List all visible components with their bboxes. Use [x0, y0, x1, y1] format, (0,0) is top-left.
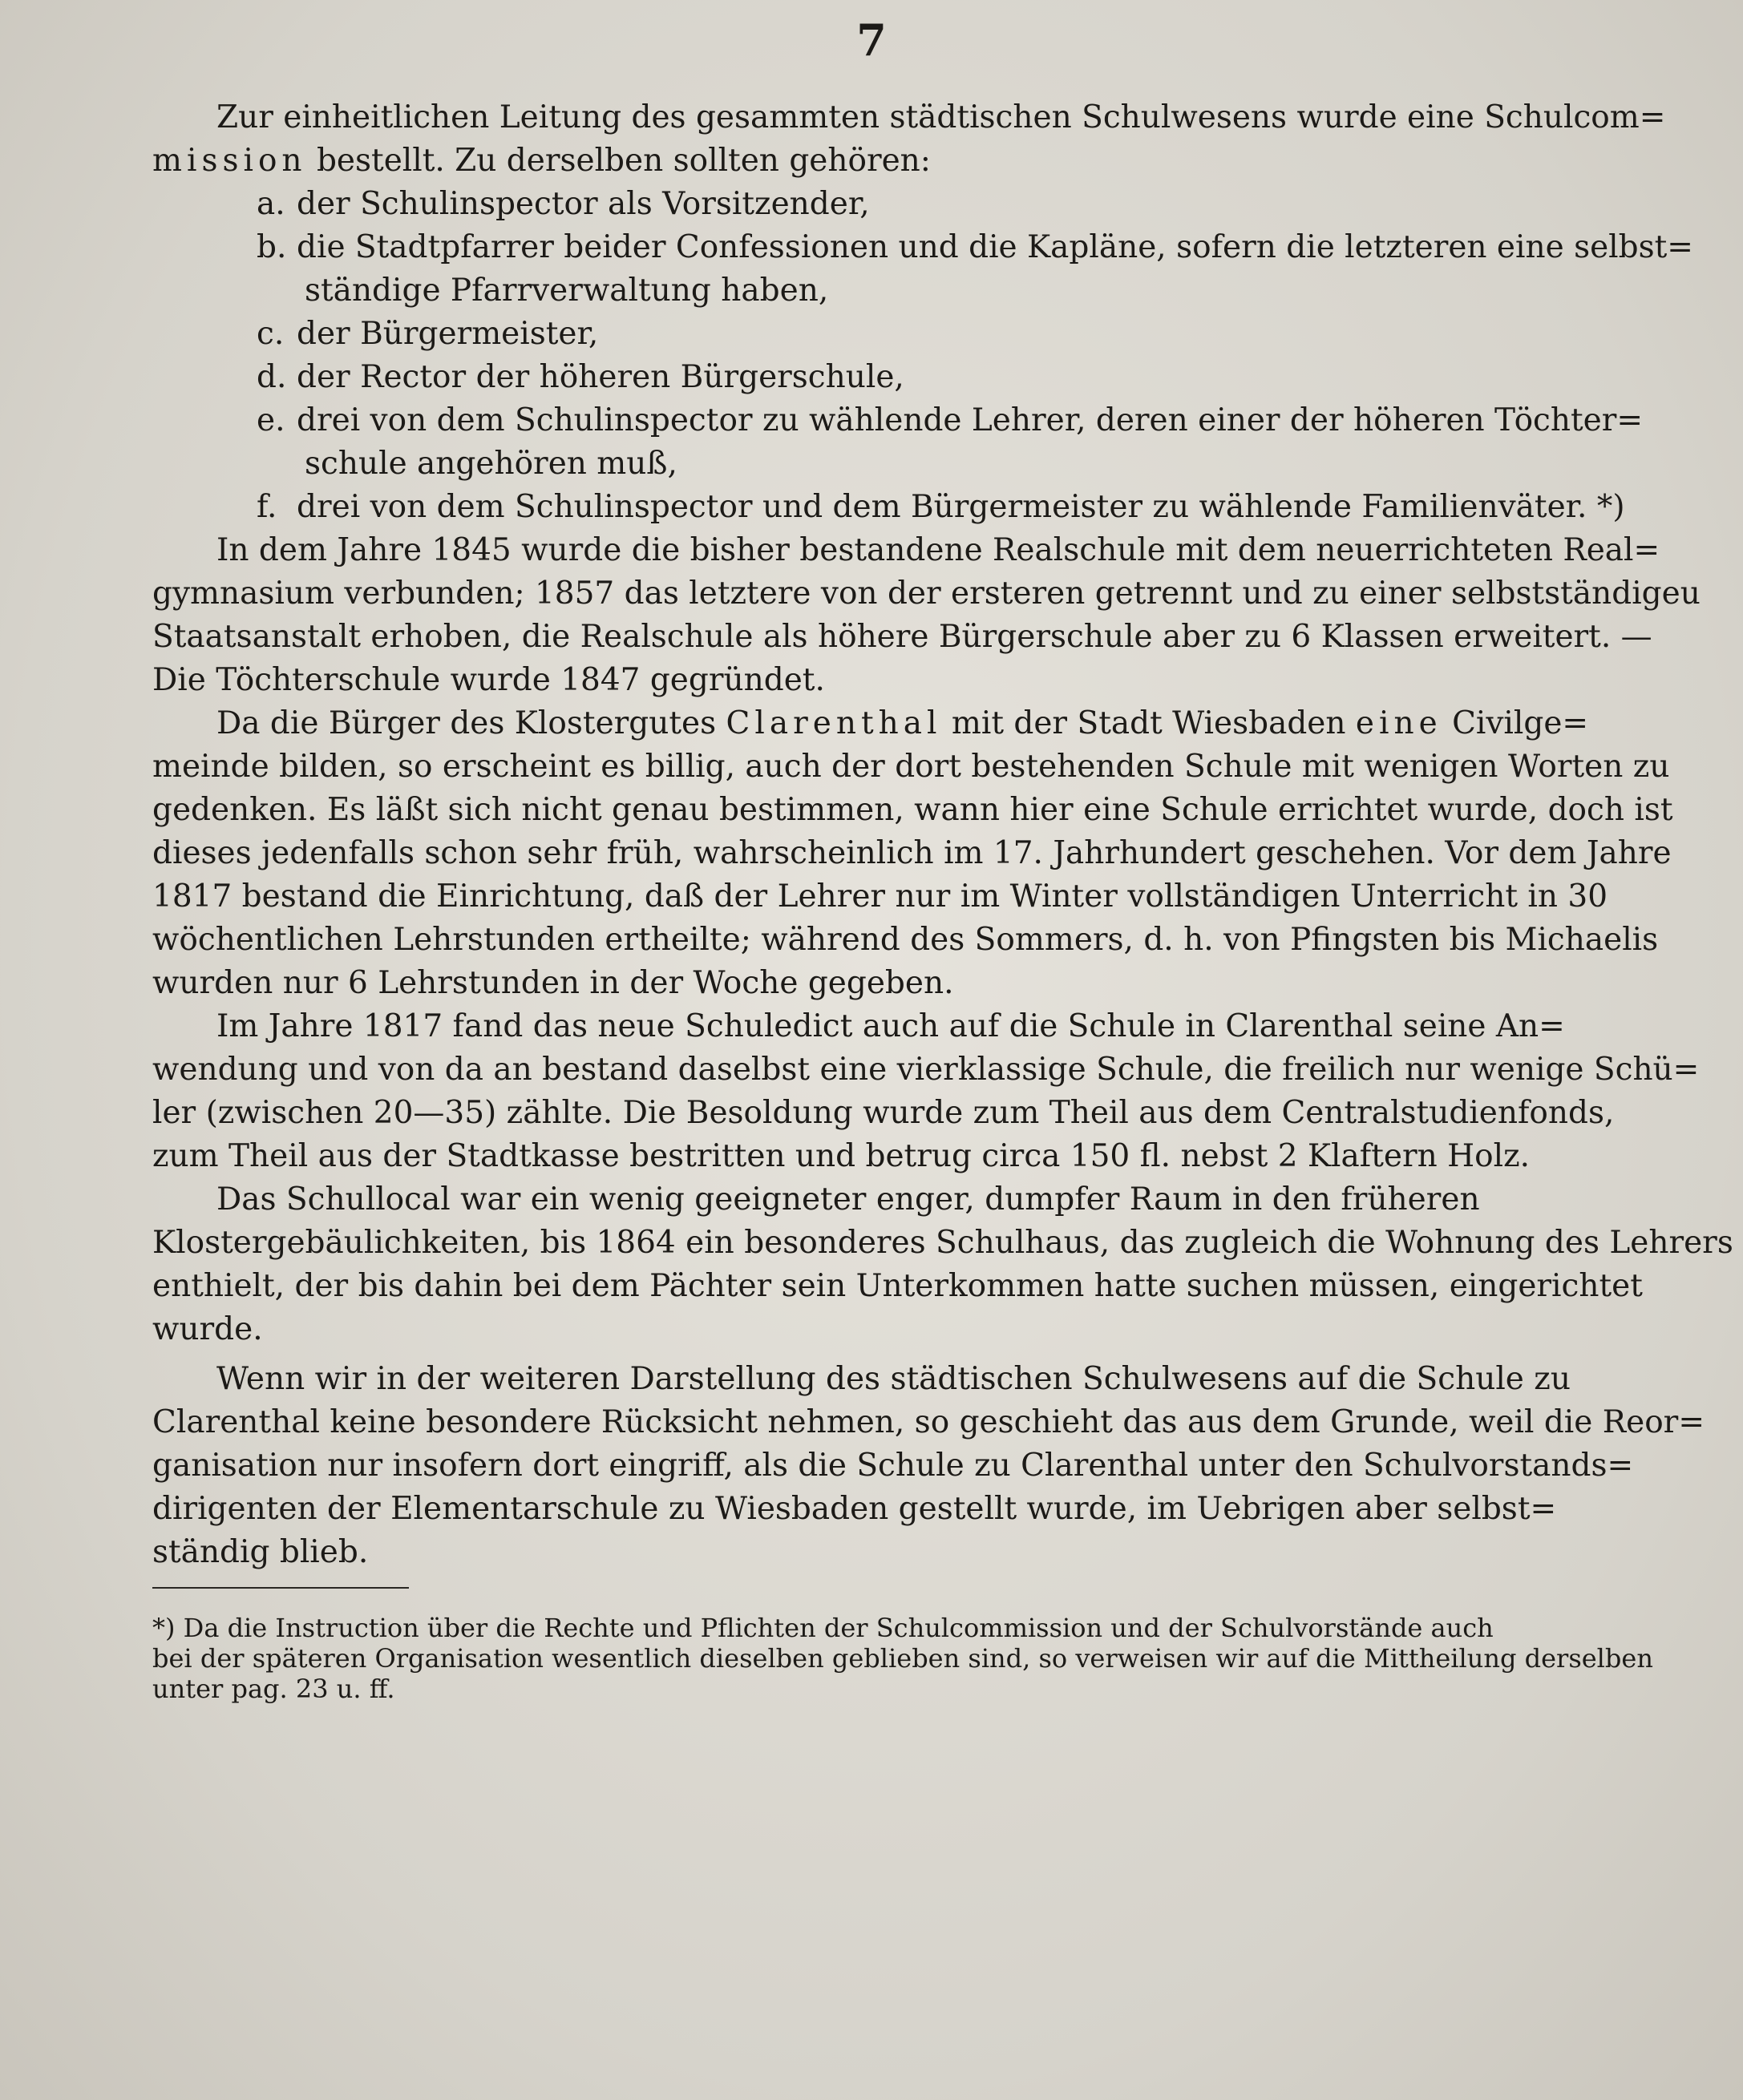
- list-text: der Schulinspector als Vorsitzender,: [297, 186, 870, 222]
- list-label: e.: [257, 402, 285, 438]
- text-line: Zur einheitlichen Leitung des gesammten städtischen Schulwesens wurde eine Schulcom=: [216, 99, 1666, 135]
- text-line: gedenken. Es läßt sich nicht genau bestimmen, wann hier eine Schule errichtet wurde, doch ist: [152, 792, 1673, 828]
- text-line: ler (zwischen 20—35) zählte. Die Besoldung wurde zum Theil aus dem Centralstudienfonds,: [152, 1095, 1615, 1131]
- list-text: drei von dem Schulinspector zu wählende Lehrer, deren einer der höheren Töchter=: [297, 402, 1644, 438]
- emphasis-word: eine: [1355, 705, 1442, 741]
- list-item-a: [152, 183, 1507, 226]
- list-item-b: [152, 226, 1693, 269]
- text-line: 1817 bestand die Einrichtung, daß der Lehrer nur im Winter vollständigen Unterricht in 30: [152, 878, 1608, 915]
- text-line: zum Theil aus der Stadtkasse bestritten und betrug circa 150 fl. nebst 2 Klaftern Holz.: [152, 1138, 1531, 1174]
- list-continuation: ständige Pfarrverwaltung haben,: [305, 273, 829, 309]
- text-line: wendung und von da an bestand daselbst eine vierklassige Schule, die freilich nur wenige Schü=: [152, 1052, 1700, 1088]
- text-segment: Civilge=: [1442, 705, 1589, 741]
- text-segment: Da die Bürger des Klostergutes: [216, 705, 726, 741]
- list-label: f.: [257, 489, 277, 525]
- text-line: enthielt, der bis dahin bei dem Pächter sein Unterkommen hatte suchen müssen, eingerichtet: [152, 1268, 1643, 1304]
- text-line: Das Schullocal war ein wenig geeigneter enger, dumpfer Raum in den früheren: [216, 1181, 1480, 1218]
- text-line: wöchentlichen Lehrstunden ertheilte; während des Sommers, d. h. von Pfingsten bis Michaelis: [152, 922, 1659, 958]
- text-line: ständig blieb.: [152, 1534, 369, 1570]
- paragraph-gap: [152, 1351, 1507, 1358]
- text-line: Staatsanstalt erhoben, die Realschule als höhere Bürgerschule aber zu 6 Klassen erweitert. —: [152, 619, 1652, 655]
- text-line: ganisation nur insofern dort eingriff, als die Schule zu Clarenthal unter den Schulvorstands=: [152, 1448, 1634, 1484]
- text-line: wurde.: [152, 1311, 263, 1347]
- list-text: der Bürgermeister,: [297, 316, 599, 352]
- emphasis-word: Clarenthal: [726, 705, 942, 741]
- list-item-c: [152, 313, 1507, 356]
- footnote-line: bei der späteren Organisation wesentlich dieselben geblieben sind, so verweisen wir auf die Mittheilung derselben: [152, 1643, 1653, 1674]
- main-text: [152, 96, 1733, 1574]
- footnote-line: *) Da die Instruction über die Rechte und Pflichten der Schulcommission und der Schulvorstände auch: [152, 1613, 1494, 1643]
- footnote-line: unter pag. 23 u. ff.: [152, 1674, 395, 1704]
- text-line: gymnasium verbunden; 1857 das letztere von der ersteren getrennt und zu einer selbstständigeu: [152, 575, 1701, 612]
- text-line: Clarenthal keine besondere Rücksicht nehmen, so geschieht das aus dem Grunde, weil die Reor=: [152, 1404, 1705, 1440]
- text-line: meinde bilden, so erscheint es billig, auch der dort bestehenden Schule mit wenigen Worten zu: [152, 749, 1670, 785]
- text-line: Die Töchterschule wurde 1847 gegründet.: [152, 662, 825, 698]
- text-line: [152, 702, 1589, 745]
- list-label: c.: [257, 316, 285, 352]
- text-line: wurden nur 6 Lehrstunden in der Woche gegeben.: [152, 965, 954, 1001]
- emphasis-word: mission: [152, 143, 307, 179]
- footnote-divider: [152, 1587, 409, 1589]
- text-line: dieses jedenfalls schon sehr früh, wahrscheinlich im 17. Jahrhundert geschehen. Vor dem Jahre: [152, 835, 1672, 871]
- text-line: [152, 139, 1507, 183]
- list-text: die Stadtpfarrer beider Confessionen und die Kapläne, sofern die letzteren eine selbst=: [297, 229, 1693, 265]
- list-item-d: [152, 356, 1507, 399]
- list-label: b.: [257, 229, 287, 265]
- text-line: Wenn wir in der weiteren Darstellung des städtischen Schulwesens auf die Schule zu: [216, 1361, 1571, 1397]
- list-label: a.: [257, 186, 285, 222]
- text-line: In dem Jahre 1845 wurde die bisher bestandene Realschule mit dem neuerrichteten Real=: [216, 532, 1660, 568]
- page-number: 7: [856, 14, 887, 66]
- text-line: Klostergebäulichkeiten, bis 1864 ein besonderes Schulhaus, das zugleich die Wohnung des Lehrers: [152, 1225, 1733, 1261]
- list-text: drei von dem Schulinspector und dem Bürgermeister zu wählende Familienväter. *): [297, 489, 1625, 525]
- list-text: der Rector der höheren Bürgerschule,: [297, 359, 904, 395]
- text-line: dirigenten der Elementarschule zu Wiesbaden gestellt wurde, im Uebrigen aber selbst=: [152, 1491, 1557, 1527]
- list-item-f: [152, 486, 1625, 529]
- footnote: [152, 1613, 1653, 1704]
- list-continuation: schule angehören muß,: [305, 446, 677, 482]
- list-item-e: [152, 399, 1644, 442]
- text-segment: bestellt. Zu derselben sollten gehören:: [306, 143, 931, 179]
- text-segment: mit der Stadt Wiesbaden: [941, 705, 1356, 741]
- list-label: d.: [257, 359, 287, 395]
- text-line: Im Jahre 1817 fand das neue Schuledict auch auf die Schule in Clarenthal seine An=: [216, 1008, 1565, 1044]
